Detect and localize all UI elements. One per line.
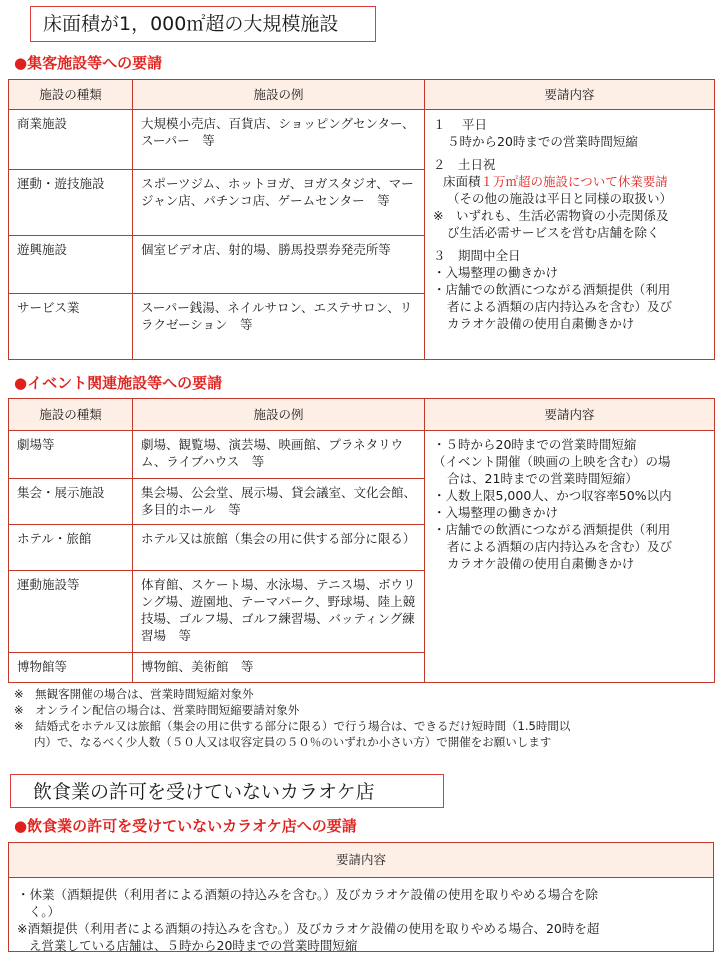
request-weekday-title: １ 平日 bbox=[433, 117, 487, 132]
note-item: ※ オンライン配信の場合は、営業時間短縮要請対象外 bbox=[14, 703, 300, 717]
table-row-type: 博物館等 bbox=[9, 653, 133, 683]
karaoke-request-line: え営業している店舗は、５時から20時までの営業時間短縮 bbox=[29, 938, 358, 953]
request-weekday-body: ５時から20時までの営業時間短縮 bbox=[447, 134, 638, 149]
table-row-example: 大規模小売店、百貨店、ショッピングセンター、スーパー 等 bbox=[133, 110, 425, 170]
karaoke-request-box bbox=[8, 842, 714, 952]
table-row-type: 遊興施設 bbox=[9, 236, 133, 294]
col-header-request: 要請内容 bbox=[425, 399, 715, 431]
col-header-example: 施設の例 bbox=[133, 80, 425, 110]
table-row-type: 運動施設等 bbox=[9, 571, 133, 653]
notes bbox=[14, 686, 710, 750]
col-header-type: 施設の種類 bbox=[9, 399, 133, 431]
request-line: ・入場整理の働きかけ bbox=[433, 505, 559, 520]
table-row-example: ホテル又は旅館（集会の用に供する部分に限る） bbox=[133, 525, 425, 571]
request-cell bbox=[425, 431, 715, 683]
karaoke-title: 飲食業の許可を受けていないカラオケ店 bbox=[10, 774, 444, 808]
col-header-type: 施設の種類 bbox=[9, 80, 133, 110]
table-row-example: 博物館、美術館 等 bbox=[133, 653, 425, 683]
table-row-type: 劇場等 bbox=[9, 431, 133, 479]
section-title-attraction: ●集客施設等への要請 bbox=[14, 54, 163, 72]
table-row-type: 商業施設 bbox=[9, 110, 133, 170]
table-row-type: 集会・展示施設 bbox=[9, 479, 133, 525]
request-cell bbox=[425, 110, 715, 360]
request-line: ・店舗での飲酒につながる酒類提供（利用 bbox=[433, 522, 671, 537]
karaoke-request-header: 要請内容 bbox=[9, 843, 713, 878]
karaoke-request-line: く。） bbox=[29, 904, 61, 919]
table-row-example: 集会場、公会堂、展示場、貸会議室、文化会館、多目的ホール 等 bbox=[133, 479, 425, 525]
request-line: （イベント開催（映画の上映を含む）の場 bbox=[433, 454, 671, 469]
request-weekend-body: 床面積１万㎡超の施設について休業要請 bbox=[443, 174, 668, 189]
table-row-type: 運動・遊技施設 bbox=[9, 170, 133, 236]
table-row-example: 体育館、スケート場、水泳場、テニス場、ボウリング場、遊園地、テーマパーク、野球場、陸上競技場、ゴルフ場、ゴルフ練習場、バッティング練習場 等 bbox=[133, 571, 425, 653]
request-all-days-item-cont: カラオケ設備の使用自粛働きかけ bbox=[447, 316, 635, 331]
request-line: ・５時から20時までの営業時間短縮 bbox=[433, 437, 637, 452]
karaoke-request-line: ※酒類提供（利用者による酒類の持込みを含む。）及びカラオケ設備の使用を取りやめる場合、20時を超 bbox=[17, 921, 600, 936]
request-all-days-item: ・店舗での飲酒につながる酒類提供（利用 bbox=[433, 282, 671, 297]
section-title-karaoke: ●飲食業の許可を受けていないカラオケ店への要請 bbox=[14, 817, 357, 835]
request-all-days-item: ・入場整理の働きかけ bbox=[433, 265, 559, 280]
request-line: ・人数上限5,000人、かつ収容率50%以内 bbox=[433, 488, 672, 503]
request-line: カラオケ設備の使用自粛働きかけ bbox=[447, 556, 635, 571]
request-exception-note: ※ いずれも、生活必需物資の小売関係及 bbox=[433, 208, 669, 223]
request-weekend-other: （その他の施設は平日と同様の取扱い） bbox=[447, 191, 673, 206]
table-row-example: 個室ビデオ店、射的場、勝馬投票券発売所等 bbox=[133, 236, 425, 294]
karaoke-request-line: ・休業（酒類提供（利用者による酒類の持込みを含む。）及びカラオケ設備の使用を取りやめる場合を除 bbox=[17, 887, 599, 902]
table-row-example: スポーツジム、ホットヨガ、ヨガスタジオ、マージャン店、パチンコ店、ゲームセンター 等 bbox=[133, 170, 425, 236]
request-line: 者による酒類の店内持込みを含む）及び bbox=[447, 539, 673, 554]
note-item: ※ 結婚式をホテル又は旅館（集会の用に供する部分に限る）で行う場合は、できるだけ短時間（1.5時間以 bbox=[14, 719, 571, 733]
table-row-example: スーパー銭湯、ネイルサロン、エステサロン、リラクゼーション 等 bbox=[133, 294, 425, 360]
table-row-example: 劇場、観覧場、演芸場、映画館、プラネタリウム、ライブハウス 等 bbox=[133, 431, 425, 479]
request-all-days-title: ３ 期間中全日 bbox=[433, 248, 521, 263]
note-item-cont: 内）で、なるべく少人数（５０人又は収容定員の５０％のいずれか小さい方）で開催をお願いします bbox=[34, 735, 552, 749]
event-facilities-table bbox=[8, 398, 715, 683]
col-header-request: 要請内容 bbox=[425, 80, 715, 110]
request-line: 合は、21時までの営業時間短縮） bbox=[447, 471, 638, 486]
table-row-type: サービス業 bbox=[9, 294, 133, 360]
page-title: 床面積が1，000㎡超の大規模施設 bbox=[30, 6, 376, 42]
note-item: ※ 無観客開催の場合は、営業時間短縮対象外 bbox=[14, 687, 254, 701]
request-weekend-title: ２ 土日祝 bbox=[433, 157, 496, 172]
request-exception-note-cont: び生活必需サービスを営む店舗を除く bbox=[447, 225, 660, 240]
col-header-example: 施設の例 bbox=[133, 399, 425, 431]
section-title-event: ●イベント関連施設等への要請 bbox=[14, 374, 223, 392]
request-all-days-item-cont: 者による酒類の店内持込みを含む）及び bbox=[447, 299, 673, 314]
table-row-type: ホテル・旅館 bbox=[9, 525, 133, 571]
attraction-facilities-table bbox=[8, 79, 715, 360]
